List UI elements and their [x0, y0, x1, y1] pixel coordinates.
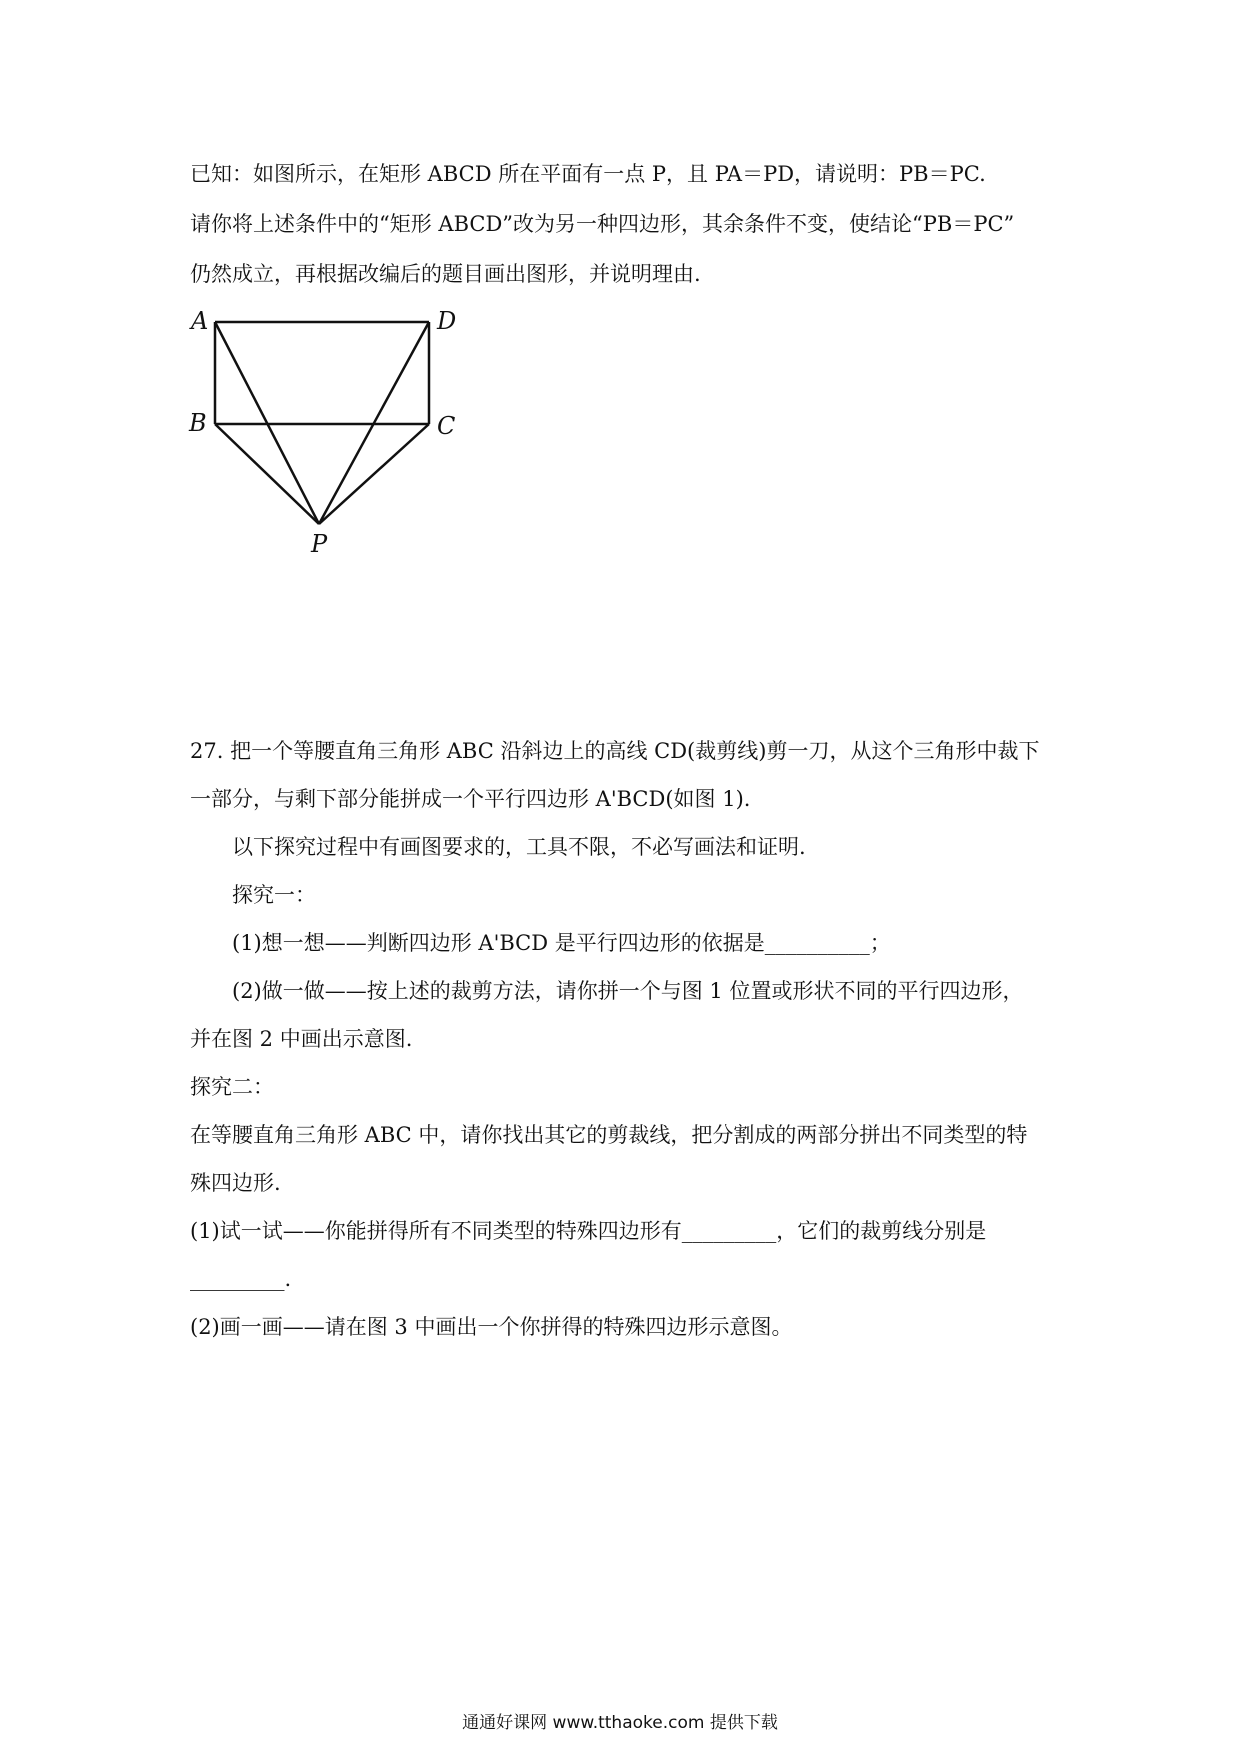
- problem27-line1: 27. 把一个等腰直角三角形 ABC 沿斜边上的高线 CD(裁剪线)剪一刀，从这个三角形中裁下: [190, 739, 1040, 763]
- rectangle-abcd-figure: [185, 298, 485, 558]
- problem27-line4: 探究一：: [232, 883, 316, 907]
- problem27-line7: 并在图 2 中画出示意图.: [190, 1027, 413, 1051]
- vertex-label-c: C: [437, 412, 456, 440]
- segment-cp: [319, 424, 429, 524]
- problem27-line11: (1)试一试——你能拼得所有不同类型的特殊四边形有_________，它们的裁剪线分别是: [190, 1219, 987, 1243]
- figure-lines: [215, 322, 429, 524]
- vertex-label-b: B: [189, 409, 207, 437]
- page-footer: 通通好课网 www.tthaoke.com 提供下载: [462, 1713, 778, 1733]
- segment-bp: [215, 424, 319, 524]
- problem27-line2: 一部分，与剩下部分能拼成一个平行四边形 A'BCD(如图 1).: [190, 787, 751, 811]
- problem27-line8: 探究二：: [190, 1075, 274, 1099]
- problem27-line10: 殊四边形.: [190, 1171, 281, 1195]
- problem27-line13: (2)画一画——请在图 3 中画出一个你拼得的特殊四边形示意图。: [190, 1315, 793, 1339]
- vertex-label-a: A: [191, 307, 209, 335]
- problem27-line6: (2)做一做——按上述的裁剪方法，请你拼一个与图 1 位置或形状不同的平行四边形，: [232, 979, 1024, 1003]
- vertex-label-d: D: [437, 307, 457, 335]
- problem26-line1: 已知：如图所示，在矩形 ABCD 所在平面有一点 P，且 PA＝PD，请说明：PB＝PC.: [190, 162, 986, 186]
- problem27-line9: 在等腰直角三角形 ABC 中，请你找出其它的剪裁线，把分割成的两部分拼出不同类型的特: [190, 1123, 1028, 1147]
- vertex-label-p: P: [311, 530, 328, 558]
- problem27-line5: (1)想一想——判断四边形 A'BCD 是平行四边形的依据是__________；: [232, 931, 891, 955]
- problem27-line3: 以下探究过程中有画图要求的，工具不限，不必写画法和证明.: [232, 835, 806, 859]
- problem26-line3: 仍然成立，再根据改编后的题目画出图形，并说明理由.: [190, 262, 701, 286]
- problem26-line2: 请你将上述条件中的“矩形 ABCD”改为另一种四边形，其余条件不变，使结论“PB＝PC”: [190, 212, 1015, 236]
- problem27-line12: _________.: [190, 1267, 292, 1291]
